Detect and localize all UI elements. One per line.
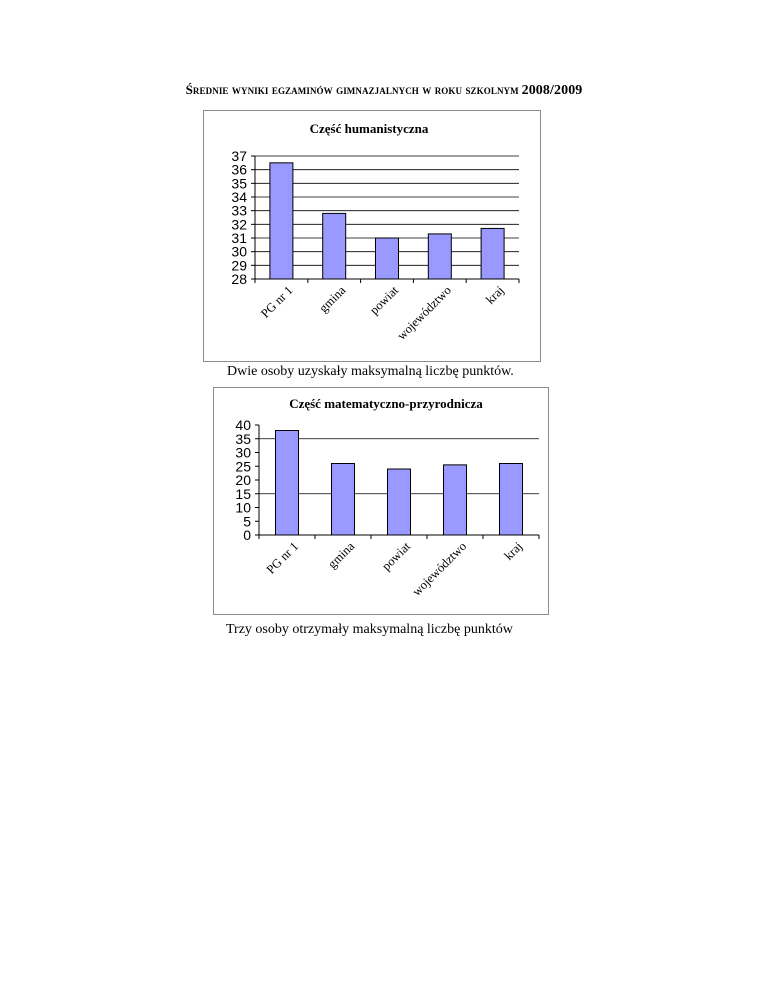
- bar-1: [276, 431, 299, 536]
- heading-text: Średnie wyniki egzaminów gimnazjalnych w roku szkolnym: [185, 82, 519, 97]
- y-tick-label: 36: [231, 161, 247, 178]
- y-tick-label: 30: [235, 444, 251, 461]
- y-tick-label: 40: [235, 417, 251, 433]
- chart-title: Część humanistyczna: [309, 121, 429, 136]
- bar-4: [444, 465, 467, 535]
- y-tick-label: 29: [231, 257, 247, 274]
- y-tick-label: 30: [231, 243, 247, 260]
- bar-2: [323, 213, 346, 279]
- y-tick-label: 20: [235, 472, 251, 488]
- y-tick-label: 32: [231, 216, 247, 233]
- chart-matematyczna-svg: [214, 388, 548, 614]
- bar-3: [376, 238, 399, 279]
- x-category-label: województwo: [394, 283, 454, 343]
- chart-title: Część matematyczno-przyrodnicza: [289, 396, 483, 411]
- y-tick-label: 33: [231, 202, 247, 219]
- bar-2: [332, 464, 355, 536]
- chart-humanistyczna: [203, 110, 541, 362]
- x-category-label: PG nr 1: [263, 539, 302, 577]
- bar-4: [428, 234, 451, 279]
- y-tick-label: 25: [235, 458, 251, 475]
- bar-5: [500, 464, 523, 536]
- y-tick-label: 28: [231, 271, 247, 287]
- y-tick-label: 35: [235, 430, 251, 447]
- bar-3: [388, 469, 411, 535]
- caption-humanistyczna: Dwie osoby uzyskały maksymalną liczbę punktów.: [227, 364, 514, 379]
- x-category-label: PG nr 1: [258, 283, 296, 321]
- bar-1: [270, 163, 293, 279]
- y-tick-label: 10: [235, 499, 251, 516]
- x-category-label: gmina: [316, 283, 349, 316]
- page-heading: [0, 82, 768, 99]
- chart-humanistyczna-svg: [204, 111, 540, 361]
- x-category-label: powiat: [367, 283, 402, 318]
- bar-5: [481, 228, 504, 279]
- y-tick-label: 5: [243, 513, 251, 530]
- chart-matematyczno-przyrodnicza: [213, 387, 549, 615]
- y-tick-label: 0: [243, 527, 251, 543]
- x-category-label: województwo: [409, 539, 470, 599]
- y-tick-label: 15: [235, 485, 251, 502]
- y-tick-label: 35: [231, 175, 247, 192]
- heading-year: 2008/2009: [521, 83, 583, 98]
- x-category-label: kraj: [501, 539, 526, 563]
- x-category-label: gmina: [325, 539, 358, 572]
- x-category-label: kraj: [483, 283, 507, 307]
- y-tick-label: 37: [231, 148, 247, 164]
- y-tick-label: 31: [231, 230, 247, 246]
- y-tick-label: 34: [231, 189, 247, 205]
- caption-matematyczno-przyrodnicza: Trzy osoby otrzymały maksymalną liczbę punktów: [226, 622, 513, 637]
- x-category-label: powiat: [379, 539, 414, 574]
